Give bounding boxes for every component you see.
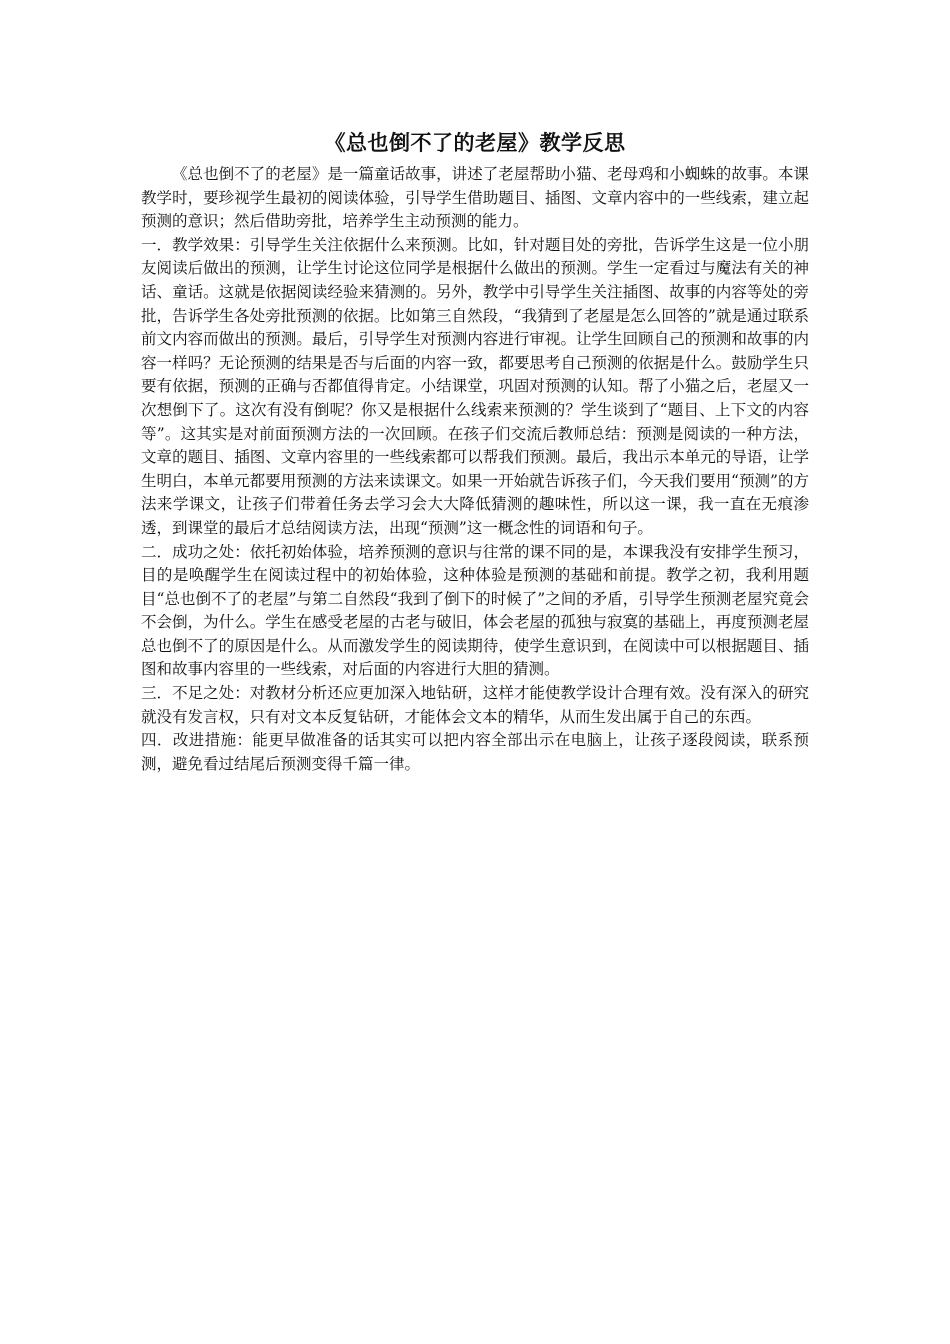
document-body: [141, 128, 809, 776]
success-paragraph: 二．成功之处：依托初始体验，培养预测的意识与往常的课不同的是，本课我没有安排学生预习，目的是唤醒学生在阅读过程中的初始体验，这种体验是预测的基础和前提。教学之初，我利用题目“总也倒不了的老屋”与第二自然段“我到了倒下的时候了”之间的矛盾，引导学生预测老屋究竟会不会倒，为什么。学生在感受老屋的古老与破旧，体会老屋的孤独与寂寞的基础上，再度预测老屋总也倒不了的原因是什么。从而激发学生的阅读期待，使学生意识到，在阅读中可以根据题目、插图和故事内容里的一些线索，对后面的内容进行大胆的猜测。: [141, 542, 809, 679]
document-title: 《总也倒不了的老屋》教学反思: [324, 131, 626, 155]
improvement-paragraph: 四．改进措施：能更早做准备的话其实可以把内容全部出示在电脑上，让孩子逐段阅读，联系预测，避免看过结尾后预测变得千篇一律。: [141, 731, 809, 773]
teaching-effect-paragraph: 一．教学效果：引导学生关注依据什么来预测。比如，针对题目处的旁批，告诉学生这是一位小朋友阅读后做出的预测，让学生讨论这位同学是根据什么做出的预测。学生一定看过与魔法有关的神话、童话。这就是依据阅读经验来猜测的。另外，教学中引导学生关注插图、故事的内容等处的旁批，告诉学生各处旁批预测的依据。比如第三自然段，“我猜到了老屋是怎么回答的”就是通过联系前文内容而做出的预测。最后，引导学生对预测内容进行审视。让学生回顾自己的预测和故事的内容一样吗？无论预测的结果是否与后面的内容一致，都要思考自己预测的依据是什么。鼓励学生只要有依据，预测的正确与否都值得肯定。小结课堂，巩固对预测的认知。帮了小猫之后，老屋又一次想倒下了。这次有没有倒呢？你又是根据什么线索来预测的？学生谈到了“题目、上下文的内容等”。这其实是对前面预测方法的一次回顾。在孩子们交流后教师总结：预测是阅读的一种方法，文章的题目、插图、文章内容里的一些线索都可以帮我们预测。最后，我出示本单元的导语，让学生明白，本单元都要用预测的方法来读课文。如果一开始就告诉孩子们，今天我们要用“预测”的方法来学课文，让孩子们带着任务去学习会大大降低猜测的趣味性，所以这一课，我一直在无痕渗透，到课堂的最后才总结阅读方法，出现“预测”这一概念性的词语和句子。: [141, 235, 809, 537]
shortcoming-paragraph: 三．不足之处：对教材分析还应更加深入地钻研，这样才能使教学设计合理有效。没有深入的研究就没有发言权，只有对文本反复钻研，才能体会文本的精华，从而生发出属于自己的东西。: [141, 684, 809, 726]
intro-paragraph: 《总也倒不了的老屋》是一篇童话故事，讲述了老屋帮助小猫、老母鸡和小蜘蛛的故事。本课教学时，要珍视学生最初的阅读体验，引导学生借助题目、插图、文章内容中的一些线索，建立起预测的意识；然后借助旁批，培养学生主动预测的能力。: [141, 165, 809, 231]
